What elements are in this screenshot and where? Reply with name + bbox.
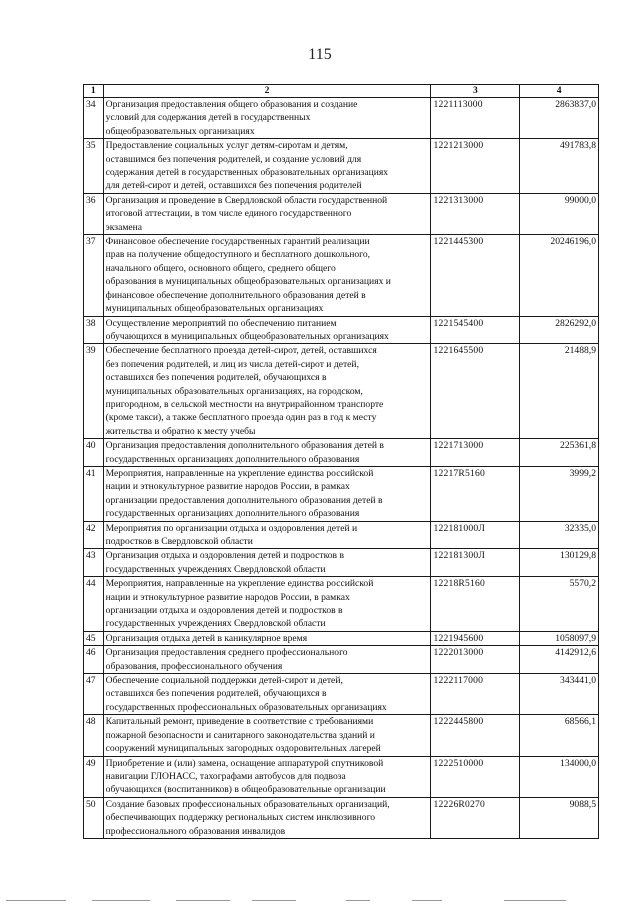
row-number: 35 [84,139,104,194]
table-row [84,797,599,838]
table-row [84,344,599,439]
row-description [103,139,431,194]
description-line: организации отдыха и оздоровления детей и подростков в [105,605,343,617]
description-line: государственных организациях дополнительного образования [105,508,360,520]
table-row [84,316,599,344]
description-line: содержания детей в государственных образовательных организациях [105,167,389,179]
table-row [84,674,599,715]
column-header-2: 2 [103,85,431,98]
description-line: Организация отдыха и оздоровления детей и подростков в [105,550,344,562]
description-line: муниципальных образовательных организациях, на городском, [105,385,363,397]
description-line: Финансовое обеспечение государственных гарантий реализации [105,236,370,248]
description-line: нации и этнокультурное развитие народов России, в рамках [105,481,350,493]
description-line: оставшимся без попечения родителей, и создание условий для [105,153,362,165]
row-description [103,549,431,577]
description-line: условий для содержания детей в государственных [105,112,311,124]
row-amount: 225361,8 [520,439,599,467]
row-description [103,439,431,467]
row-code: 122181000Л [431,521,520,549]
table-row [84,646,599,674]
description-line: Мероприятия, направленные на укрепление единства российской [105,467,374,479]
description-line: финансовое обеспечение дополнительного образования детей в [105,289,366,301]
row-number: 39 [84,344,104,439]
row-amount: 99000,0 [520,193,599,234]
row-number: 49 [84,756,104,797]
table-row [84,193,599,234]
row-amount: 9088,5 [520,797,599,838]
description-line: Организация отдыха детей в каникулярное время [105,632,308,644]
row-code: 1221113000 [431,98,520,139]
row-description [103,98,431,139]
table-row [84,466,599,521]
row-code: 1221713000 [431,439,520,467]
description-line: начального общего, основного общего, среднего общего [105,262,336,274]
description-line: навигации ГЛОНАСС, тахографами автобусов для подвоза [105,770,346,782]
description-line: пригородном, в сельской местности на внутрирайонном транспорте [105,398,384,410]
description-line: Осуществление мероприятий по обеспечению питанием [105,317,337,329]
row-code: 1221945600 [431,631,520,645]
table-row [84,631,599,645]
row-amount: 32335,0 [520,521,599,549]
description-line: сооружений муниципальных загородных оздоровительных лагерей [105,743,381,755]
description-line: для детей-сирот и детей, оставшихся без попечения родителей [105,180,362,192]
description-line: Приобретение и (или) замена, оснащение аппаратурой спутниковой [105,757,384,769]
description-line: оставшихся без попечения родителей, обучающихся в [105,372,327,384]
description-line: общеобразовательных организациях [105,125,255,137]
row-description [103,756,431,797]
row-number: 43 [84,549,104,577]
table-row [84,577,599,632]
row-amount: 1058097,9 [520,631,599,645]
description-line: государственных учреждениях Свердловской области [105,563,326,575]
row-amount: 343441,0 [520,674,599,715]
description-line: государственных профессиональных образовательных организациях [105,701,387,713]
row-amount: 20246196,0 [520,235,599,316]
row-code: 1221313000 [431,193,520,234]
row-number: 48 [84,715,104,756]
description-line: Мероприятия по организации отдыха и оздоровления детей и [105,522,358,534]
row-code: 1222117000 [431,674,520,715]
table-row [84,439,599,467]
row-amount: 2863837,0 [520,98,599,139]
description-line: обучающихся (воспитанников) в общеобразовательные организации [105,784,386,796]
row-amount: 2826292,0 [520,316,599,344]
description-line: оставшихся без попечения родителей, обучающихся в [105,688,327,700]
row-description [103,674,431,715]
row-code: 12226R0270 [431,797,520,838]
table-row [84,756,599,797]
row-amount: 3999,2 [520,466,599,521]
row-description [103,466,431,521]
table-header-row [84,85,599,98]
table-row [84,549,599,577]
row-number: 50 [84,797,104,838]
description-line: Организация предоставления общего образования и создание [105,99,358,110]
row-description [103,797,431,838]
description-line: государственных учреждениях Свердловской области [105,618,326,630]
description-line: без попечения родителей, и лиц из числа детей-сирот и детей, [105,358,359,370]
row-number: 47 [84,674,104,715]
row-number: 37 [84,235,104,316]
description-line: образования, профессионального обучения [105,660,283,672]
row-amount: 4142912,6 [520,646,599,674]
description-line: обеспечивающих поддержку региональных систем инклюзивного [105,812,376,824]
description-line: Создание базовых профессиональных образовательных организаций, [105,798,390,810]
row-code: 12217R5160 [431,466,520,521]
description-line: муниципальных общеобразовательных организациях [105,303,324,315]
description-line: экзамена [105,221,143,233]
row-code: 1222510000 [431,756,520,797]
row-code: 1222445800 [431,715,520,756]
row-code: 1221645500 [431,344,520,439]
row-amount: 5570,2 [520,577,599,632]
description-line: государственных организациях дополнительного образования [105,453,360,465]
column-header-1: 1 [84,85,104,98]
budget-table [83,84,599,839]
description-line: профессионального образования инвалидов [105,825,286,837]
table-row [84,715,599,756]
table-row [84,235,599,316]
row-amount: 68566,1 [520,715,599,756]
row-code: 12218R5160 [431,577,520,632]
row-code: 1221445300 [431,235,520,316]
row-number: 40 [84,439,104,467]
row-code: 122181300Л [431,549,520,577]
description-line: Организация предоставления среднего профессионального [105,647,348,659]
row-description [103,646,431,674]
description-line: организации предоставления дополнительного образования детей в [105,494,383,506]
description-line: Организация и проведение в Свердловской области государственной [105,194,388,206]
row-code: 1221213000 [431,139,520,194]
description-line: Предоставление социальных услуг детям-сиротам и детям, [105,140,348,152]
row-description [103,193,431,234]
description-line: Обеспечение бесплатного проезда детей-сирот, детей, оставшихся [105,345,377,357]
row-code: 1221545400 [431,316,520,344]
row-number: 45 [84,631,104,645]
row-description [103,715,431,756]
description-line: жительства и обратно к месту учебы [105,425,256,437]
description-line: нации и этнокультурное развитие народов России, в рамках [105,591,350,603]
row-description [103,631,431,645]
description-line: образования в муниципальных общеобразовательных организациях и [105,276,391,288]
row-number: 44 [84,577,104,632]
row-amount: 130129,8 [520,549,599,577]
row-description [103,235,431,316]
page-number: 115 [308,46,332,63]
description-line: Организация предоставления дополнительного образования детей в [105,440,384,452]
description-line: (кроме такси), а также бесплатного проезда один раз в год к месту [105,412,377,424]
row-number: 38 [84,316,104,344]
row-number: 36 [84,193,104,234]
row-amount: 21488,9 [520,344,599,439]
row-number: 34 [84,98,104,139]
description-line: обучающихся в муниципальных общеобразовательных организациях [105,330,389,342]
description-line: пожарной безопасности и санитарного законодательства зданий и [105,729,375,741]
description-line: Капитальный ремонт, приведение в соответствие с требованиями [105,716,374,728]
row-description [103,344,431,439]
column-header-4: 4 [520,85,599,98]
row-description [103,521,431,549]
row-amount: 134000,0 [520,756,599,797]
row-description [103,316,431,344]
row-amount: 491783,8 [520,139,599,194]
scan-edge-marks [0,897,640,905]
description-line: Обеспечение социальной поддержки детей-сирот и детей, [105,675,343,687]
description-line: подростков в Свердловской области [105,536,253,547]
row-description [103,577,431,632]
row-number: 41 [84,466,104,521]
table-row [84,139,599,194]
column-header-3: 3 [431,85,520,98]
table-row [84,98,599,139]
row-number: 42 [84,521,104,549]
description-line: Мероприятия, направленные на укрепление единства российской [105,578,374,590]
description-line: итоговой аттестации, в том числе единого государственного [105,208,352,220]
description-line: прав на получение общедоступного и бесплатного дошкольного, [105,249,371,261]
row-number: 46 [84,646,104,674]
row-code: 1222013000 [431,646,520,674]
table-row [84,521,599,549]
